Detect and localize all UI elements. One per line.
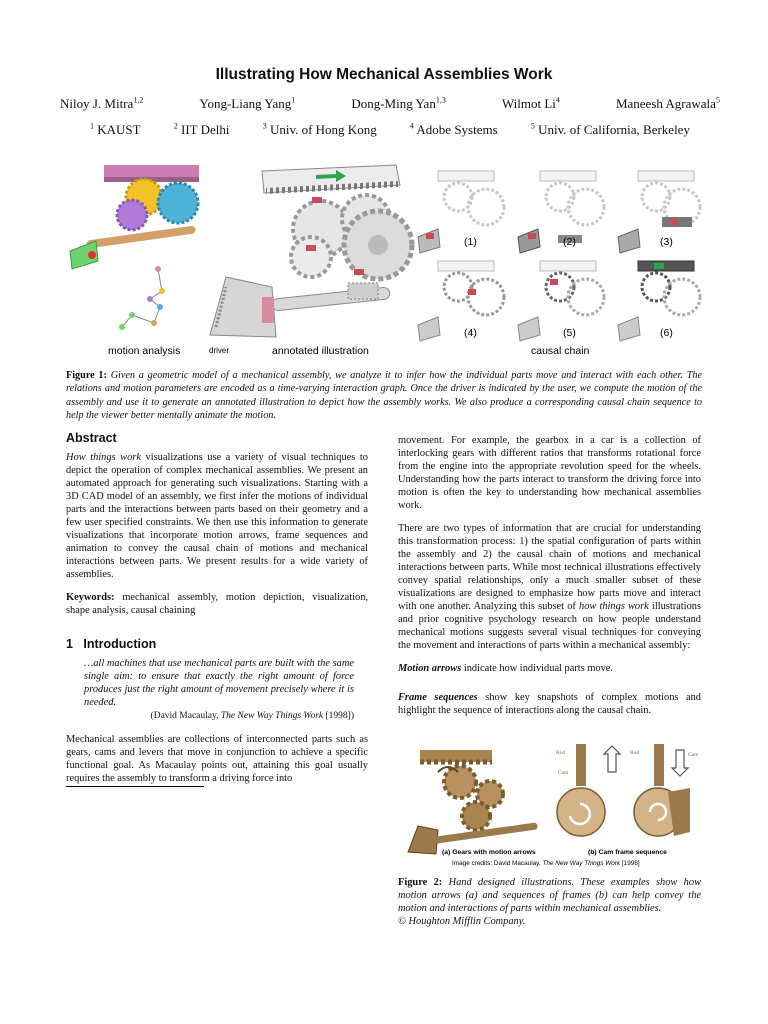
affiliation: $^2$ IIT Delhi (173, 121, 230, 137)
affiliation: $^3$ Univ. of Hong Kong (262, 121, 377, 137)
small-label: Cam (558, 770, 569, 776)
introduction-section (66, 638, 368, 785)
gear-small (291, 237, 331, 277)
label-cam-frame-sequence: (b) Cam frame sequence (588, 849, 667, 856)
causal-frame (518, 171, 604, 253)
gear (462, 802, 490, 830)
cam-frame-sequence (556, 744, 699, 836)
step-label: (5) (563, 327, 576, 339)
motion-arrow-red (312, 197, 322, 203)
step-label: (2) (563, 236, 576, 248)
gear (444, 766, 476, 798)
abstract-section (66, 432, 368, 617)
author: Dong-Ming Yan$^{1,3}$ (351, 95, 446, 111)
paper-title: Illustrating How Mechanical Assemblies Work (215, 66, 553, 83)
motion-arrow-pink (262, 297, 274, 323)
small-label: Rod (630, 750, 640, 756)
footnote-rule (66, 786, 204, 787)
cam-disc (557, 788, 605, 836)
gear-blue (158, 183, 198, 223)
affiliation: $^5$ Univ. of California, Berkeley (530, 121, 690, 137)
small-label: Cam (688, 752, 699, 758)
gears-with-arrows (408, 750, 538, 854)
motion-analysis-panel (70, 165, 199, 330)
intro-citation: (David Macaulay, The New Way Things Work [1998]) (150, 711, 354, 721)
rack-gear-pink (104, 165, 199, 179)
paragraph: movement. For example, the gearbox in a car is a collection of interlocking gears with different ratios that transforms rotational force from the engine into the appropriate revolution speed for the wheels. Understanding how the parts interact to transform the driving force into motion is often the key to understanding how mechanical assemblies work. (398, 435, 701, 511)
author: Niloy J. Mitra$^{1,2}$ (60, 95, 144, 111)
causal-frame (618, 261, 700, 341)
abstract-heading: Abstract (66, 431, 117, 445)
graph-node (159, 288, 165, 294)
motion-arrows-item: Motion arrows indicate how individual parts move. (398, 663, 614, 674)
label-causal-chain: causal chain (531, 345, 590, 357)
interaction-graph-edges (122, 269, 162, 327)
paragraph: There are two types of information that are crucial for understanding this transformation process: 1) the spatial configuration of parts within the assembly and 2) the causal chain of motions and mechanical interactions between parts. While most technical illustrations effectively convey spatial relationships, only a much smaller subset of these visualizations are designed to emphasize how parts move and interact with one another. Analyzing this subset of how things work illustrations and prior cognitive psychology research on how people understand mechanical motions suggests several visual techniques for conveying the movement and interactions of parts within a mechanical assembly: (398, 523, 702, 651)
cam-rod (576, 744, 586, 786)
motion-arrow-red (306, 245, 316, 251)
affiliation-list (90, 122, 690, 138)
author: Maneesh Agrawala$^5$ (615, 95, 720, 111)
step-label: (1) (464, 236, 477, 248)
label-annotated-illustration: annotated illustration (272, 345, 369, 357)
frame-sequences-item: Frame sequences show key snapshots of complex motions and highlight the sequence of interactions along the causal chain. (398, 692, 702, 716)
causal-frame (418, 171, 504, 253)
figure2-caption: Figure 2: Hand designed illustrations. These examples show how motion arrows (a) and sequences of frames (b) can help convey the motion and interactions of parts within mechanical assemblies. © Houghton Mifflin Company. (398, 877, 702, 927)
figure1-teaser (66, 157, 702, 360)
causal-chain-panel (418, 171, 700, 341)
figure1-caption: Figure 1: Given a geometric model of a mechanical assembly, we analyze it to infer how the individual parts move and interact with each other. The relations and motion parameters are encoded as a time-varying interaction graph. Once the driver is indicated by the user, we compute the motion of the assembly and use it to generate an annotated illustration to depict how the assembly works. We also produce a corresponding causal chain sequence to help the viewer better mentally animate the motion. (66, 370, 702, 422)
causal-frame (418, 261, 504, 341)
small-label: Rod (556, 750, 566, 756)
abstract-text: How things work visualizations use a variety of visual techniques to depict the operation of complex mechanical assemblies. We present an automated approach for generating such visualizations. Starting with a 3D CAD model of an assembly, we first infer the motions of individual parts and the interactions between parts based on their geometry and a few user specified constraints. We then use this information to generate visualizations that incorporate motion arrows, frame sequences and animation to convey the causal chain of motions and mechanical interactions between parts. We present results for a wide variety of assemblies. (66, 452, 368, 580)
figure2-image (398, 742, 701, 870)
label-gears-with-arrows: (a) Gears with motion arrows (442, 849, 536, 856)
author-list (60, 96, 720, 112)
affiliation: $^1$ KAUST (90, 121, 141, 137)
gear-violet (117, 200, 147, 230)
intro-quote: …all machines that use mechanical parts are built with the same single aim: to ensure that exactly the right amount of force produces just the right amount of movement precisely where it is needed. (84, 658, 354, 708)
annotated-illustration-panel (210, 165, 412, 337)
gear-hub (368, 235, 388, 255)
graph-node (147, 296, 153, 302)
motion-arrow-red (354, 269, 364, 275)
graph-node (119, 324, 125, 330)
graph-node (129, 312, 135, 318)
up-arrow (604, 746, 620, 772)
keywords: Keywords: mechanical assembly, motion depiction, visualization, shape analysis, causal chaining (66, 592, 368, 616)
image-credit: Image credits: David Macaulay, The New Way Things Work [1998] (452, 860, 640, 867)
step-label: (6) (660, 327, 673, 339)
label-motion-analysis: motion analysis (108, 345, 181, 357)
affiliation: $^4$ Adobe Systems (409, 121, 498, 137)
causal-frame (518, 261, 604, 341)
label-driver: driver (209, 346, 230, 355)
step-label: (3) (660, 236, 673, 248)
causal-frame (618, 171, 700, 253)
shaft (86, 225, 196, 248)
down-arrow (672, 750, 688, 776)
step-label: (4) (464, 327, 477, 339)
graph-node (155, 266, 161, 272)
graph-node (157, 304, 163, 310)
worm-gear (348, 283, 378, 299)
introduction-heading: 1 Introduction (66, 637, 157, 651)
intro-paragraph: Mechanical assemblies are collections of interconnected parts such as gears, cams and levers that move in conjunction to achieve a specific functional goal. As Macaulay points out, attaining this goal usually requires the assembly to transform a driving force into (66, 734, 368, 784)
author: Wilmot Li$^4$ (501, 95, 560, 111)
author: Yong-Liang Yang$^1$ (199, 95, 296, 111)
right-column (398, 434, 701, 717)
graph-node (151, 320, 157, 326)
joint (88, 251, 96, 259)
cam-rod (654, 744, 664, 786)
